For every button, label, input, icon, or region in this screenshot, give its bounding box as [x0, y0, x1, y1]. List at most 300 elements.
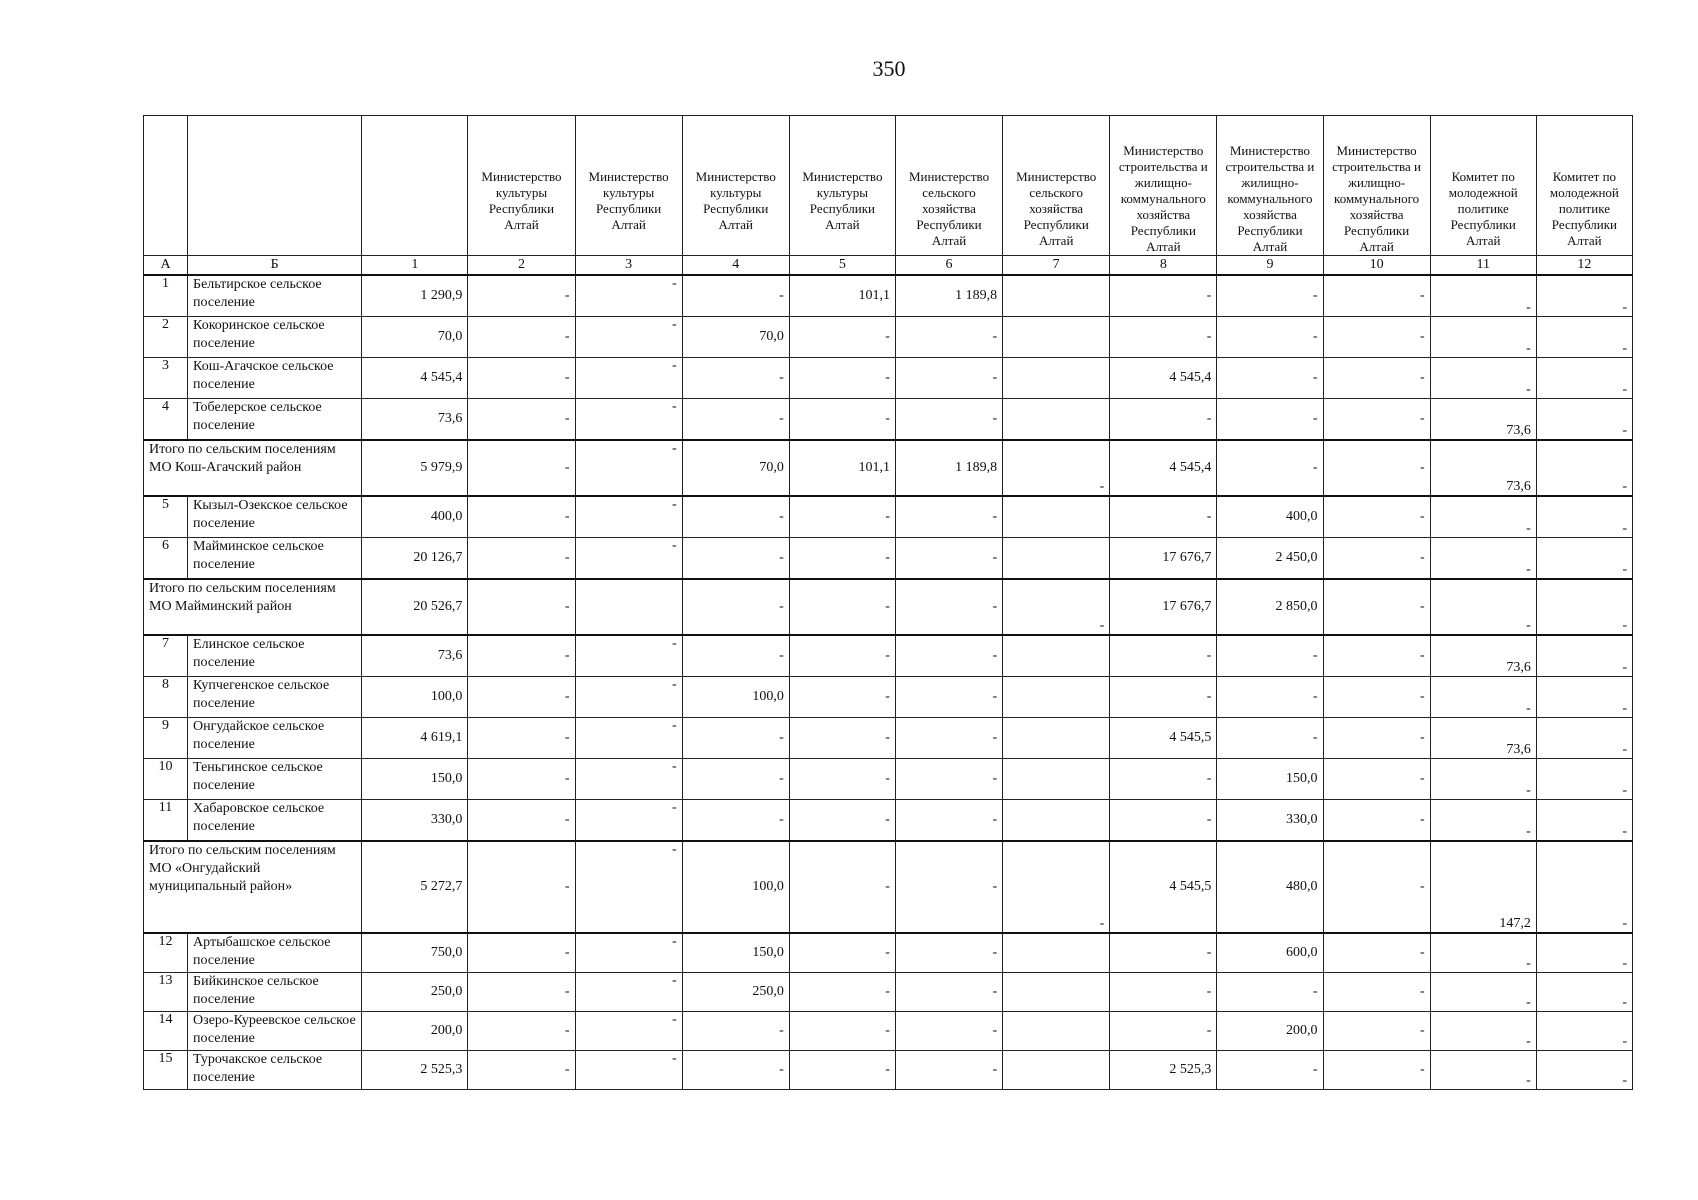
row-number: 1 — [144, 275, 188, 317]
row-number: 14 — [144, 1012, 188, 1051]
value-cell-col-8: - — [1110, 635, 1217, 677]
value-cell-col-10: - — [1323, 635, 1430, 677]
row-number: 3 — [144, 358, 188, 399]
column-number: 9 — [1217, 256, 1323, 276]
value-cell-col-4: - — [682, 538, 789, 580]
value-cell-col-7 — [1003, 973, 1110, 1012]
value-cell-col-3: - — [575, 841, 682, 933]
value-cell-col-11: - — [1430, 759, 1536, 800]
settlement-name: Хабаровское сельское поселение — [188, 800, 362, 842]
value-cell-col-12: - — [1536, 538, 1632, 580]
row-total: 330,0 — [362, 800, 468, 842]
value-cell-col-3: - — [575, 973, 682, 1012]
value-cell-col-12: - — [1536, 677, 1632, 718]
value-cell-col-4: - — [682, 579, 789, 635]
value-cell-col-3: - — [575, 1012, 682, 1051]
value-cell-col-3: - — [575, 317, 682, 358]
column-number: А — [144, 256, 188, 276]
value-cell-col-7 — [1003, 538, 1110, 580]
value-cell-col-6: - — [895, 973, 1002, 1012]
value-cell-col-10: - — [1323, 440, 1430, 496]
header-row — [144, 116, 1633, 256]
value-cell-col-10: - — [1323, 538, 1430, 580]
header-department-11: Комитет по молодежной политике Республики Алтай — [1430, 116, 1536, 256]
value-cell-col-6: - — [895, 1012, 1002, 1051]
value-cell-col-10: - — [1323, 800, 1430, 842]
value-cell-col-3: - — [575, 496, 682, 538]
value-cell-col-9: - — [1217, 358, 1323, 399]
value-cell-col-9: 400,0 — [1217, 496, 1323, 538]
value-cell-col-3: - — [575, 677, 682, 718]
value-cell-col-8: 4 545,4 — [1110, 440, 1217, 496]
value-cell-col-6: - — [895, 933, 1002, 973]
row-number: 9 — [144, 718, 188, 759]
value-cell-col-12: - — [1536, 1012, 1632, 1051]
value-cell-col-6: - — [895, 496, 1002, 538]
value-cell-col-2: - — [468, 1012, 575, 1051]
value-cell-col-11: - — [1430, 275, 1536, 317]
table-row — [144, 973, 1633, 1012]
value-cell-col-11: - — [1430, 677, 1536, 718]
value-cell-col-4: 70,0 — [682, 440, 789, 496]
row-number: 2 — [144, 317, 188, 358]
header-department-7: Министерство сельского хозяйства Республики Алтай — [1003, 116, 1110, 256]
value-cell-col-3: - — [575, 718, 682, 759]
value-cell-col-6: - — [895, 718, 1002, 759]
value-cell-col-9: 2 450,0 — [1217, 538, 1323, 580]
value-cell-col-6: - — [895, 841, 1002, 933]
value-cell-col-8: - — [1110, 399, 1217, 441]
value-cell-col-5: - — [789, 538, 895, 580]
value-cell-col-8: - — [1110, 800, 1217, 842]
value-cell-col-3: - — [575, 275, 682, 317]
value-cell-col-5: - — [789, 759, 895, 800]
value-cell-col-7 — [1003, 800, 1110, 842]
column-number: 6 — [895, 256, 1002, 276]
value-cell-col-6: - — [895, 1051, 1002, 1090]
header-department-2: Министерство культуры Республики Алтай — [468, 116, 575, 256]
row-number: 12 — [144, 933, 188, 973]
page-number: 350 — [872, 56, 906, 81]
column-number: 12 — [1536, 256, 1632, 276]
value-cell-col-7: - — [1003, 440, 1110, 496]
row-number: 7 — [144, 635, 188, 677]
value-cell-col-10: - — [1323, 358, 1430, 399]
value-cell-col-12: - — [1536, 440, 1632, 496]
value-cell-col-4: - — [682, 635, 789, 677]
header-cell-a — [144, 116, 188, 256]
row-total: 250,0 — [362, 973, 468, 1012]
value-cell-col-2: - — [468, 635, 575, 677]
table-row — [144, 718, 1633, 759]
value-cell-col-2: - — [468, 800, 575, 842]
value-cell-col-8: - — [1110, 973, 1217, 1012]
value-cell-col-7 — [1003, 718, 1110, 759]
table-row — [144, 635, 1633, 677]
value-cell-col-2: - — [468, 496, 575, 538]
value-cell-col-10: - — [1323, 317, 1430, 358]
row-number: 5 — [144, 496, 188, 538]
column-number: 3 — [575, 256, 682, 276]
value-cell-col-11: - — [1430, 317, 1536, 358]
value-cell-col-9: - — [1217, 1051, 1323, 1090]
row-total: 73,6 — [362, 635, 468, 677]
column-number: 4 — [682, 256, 789, 276]
value-cell-col-7 — [1003, 759, 1110, 800]
value-cell-col-5: 101,1 — [789, 440, 895, 496]
summary-label: Итого по сельским поселениям МО «Онгудайский муниципальный район» — [144, 841, 362, 933]
value-cell-col-8: - — [1110, 1012, 1217, 1051]
value-cell-col-4: 150,0 — [682, 933, 789, 973]
header-department-12: Комитет по молодежной политике Республики Алтай — [1536, 116, 1632, 256]
value-cell-col-10: - — [1323, 496, 1430, 538]
value-cell-col-6: - — [895, 800, 1002, 842]
value-cell-col-9: - — [1217, 718, 1323, 759]
value-cell-col-11: - — [1430, 1051, 1536, 1090]
value-cell-col-12: - — [1536, 635, 1632, 677]
table-body — [144, 116, 1633, 1090]
value-cell-col-9: - — [1217, 399, 1323, 441]
summary-label: Итого по сельским поселениям МО Кош-Агачский район — [144, 440, 362, 496]
header-department-9: Министерство строительства и жилищно-коммунального хозяйства Республики Алтай — [1217, 116, 1323, 256]
summary-label: Итого по сельским поселениям МО Майминский район — [144, 579, 362, 635]
value-cell-col-10: - — [1323, 579, 1430, 635]
value-cell-col-6: - — [895, 358, 1002, 399]
value-cell-col-7 — [1003, 275, 1110, 317]
table-row — [144, 800, 1633, 842]
value-cell-col-11: - — [1430, 496, 1536, 538]
header-department-8: Министерство строительства и жилищно-коммунального хозяйства Республики Алтай — [1110, 116, 1217, 256]
value-cell-col-5: - — [789, 635, 895, 677]
value-cell-col-3: - — [575, 1051, 682, 1090]
value-cell-col-2: - — [468, 317, 575, 358]
settlement-name: Майминское сельское поселение — [188, 538, 362, 580]
value-cell-col-6: - — [895, 759, 1002, 800]
settlement-name: Купчегенское сельское поселение — [188, 677, 362, 718]
value-cell-col-2: - — [468, 933, 575, 973]
value-cell-col-11: - — [1430, 358, 1536, 399]
value-cell-col-2: - — [468, 538, 575, 580]
value-cell-col-9: 2 850,0 — [1217, 579, 1323, 635]
value-cell-col-4: - — [682, 399, 789, 441]
value-cell-col-6: 1 189,8 — [895, 275, 1002, 317]
value-cell-col-8: - — [1110, 677, 1217, 718]
value-cell-col-10: - — [1323, 677, 1430, 718]
value-cell-col-10: - — [1323, 275, 1430, 317]
value-cell-col-8: 2 525,3 — [1110, 1051, 1217, 1090]
table-row — [144, 275, 1633, 317]
value-cell-col-2: - — [468, 358, 575, 399]
settlement-name: Онгудайское сельское поселение — [188, 718, 362, 759]
header-department-6: Министерство сельского хозяйства Республики Алтай — [895, 116, 1002, 256]
value-cell-col-9: - — [1217, 677, 1323, 718]
value-cell-col-6: - — [895, 677, 1002, 718]
row-total: 5 272,7 — [362, 841, 468, 933]
table-row — [144, 538, 1633, 580]
value-cell-col-7 — [1003, 1012, 1110, 1051]
value-cell-col-4: 100,0 — [682, 677, 789, 718]
value-cell-col-5: - — [789, 1051, 895, 1090]
value-cell-col-12: - — [1536, 841, 1632, 933]
value-cell-col-9: - — [1217, 275, 1323, 317]
value-cell-col-11: 73,6 — [1430, 635, 1536, 677]
settlement-name: Озеро-Куреевское сельское поселение — [188, 1012, 362, 1051]
value-cell-col-8: - — [1110, 933, 1217, 973]
header-department-3: Министерство культуры Республики Алтай — [575, 116, 682, 256]
settlement-name: Кызыл-Озекское сельское поселение — [188, 496, 362, 538]
value-cell-col-10: - — [1323, 1051, 1430, 1090]
value-cell-col-2: - — [468, 440, 575, 496]
value-cell-col-9: 600,0 — [1217, 933, 1323, 973]
row-total: 2 525,3 — [362, 1051, 468, 1090]
value-cell-col-7: - — [1003, 579, 1110, 635]
column-number-row — [144, 256, 1633, 276]
value-cell-col-7 — [1003, 399, 1110, 441]
row-number: 4 — [144, 399, 188, 441]
value-cell-col-12: - — [1536, 496, 1632, 538]
summary-row — [144, 440, 1633, 496]
value-cell-col-11: - — [1430, 538, 1536, 580]
row-total: 400,0 — [362, 496, 468, 538]
value-cell-col-7 — [1003, 317, 1110, 358]
row-total: 1 290,9 — [362, 275, 468, 317]
settlement-name: Артыбашское сельское поселение — [188, 933, 362, 973]
summary-row — [144, 841, 1633, 933]
value-cell-col-12: - — [1536, 317, 1632, 358]
value-cell-col-2: - — [468, 1051, 575, 1090]
value-cell-col-5: - — [789, 1012, 895, 1051]
row-total: 750,0 — [362, 933, 468, 973]
value-cell-col-6: - — [895, 317, 1002, 358]
value-cell-col-8: - — [1110, 759, 1217, 800]
value-cell-col-2: - — [468, 973, 575, 1012]
value-cell-col-10: - — [1323, 933, 1430, 973]
value-cell-col-12: - — [1536, 973, 1632, 1012]
column-number: 8 — [1110, 256, 1217, 276]
value-cell-col-2: - — [468, 718, 575, 759]
value-cell-col-12: - — [1536, 800, 1632, 842]
column-number: 10 — [1323, 256, 1430, 276]
value-cell-col-6: - — [895, 635, 1002, 677]
value-cell-col-11: - — [1430, 933, 1536, 973]
budget-table — [143, 115, 1633, 1090]
header-department-10: Министерство строительства и жилищно-коммунального хозяйства Республики Алтай — [1323, 116, 1430, 256]
row-number: 6 — [144, 538, 188, 580]
value-cell-col-4: - — [682, 496, 789, 538]
value-cell-col-6: 1 189,8 — [895, 440, 1002, 496]
value-cell-col-3: - — [575, 440, 682, 496]
settlement-name: Кокоринское сельское поселение — [188, 317, 362, 358]
value-cell-col-12: - — [1536, 275, 1632, 317]
value-cell-col-7 — [1003, 1051, 1110, 1090]
value-cell-col-8: 4 545,4 — [1110, 358, 1217, 399]
column-number: Б — [188, 256, 362, 276]
value-cell-col-3: - — [575, 399, 682, 441]
value-cell-col-5: - — [789, 579, 895, 635]
value-cell-col-2: - — [468, 759, 575, 800]
value-cell-col-2: - — [468, 677, 575, 718]
value-cell-col-8: 4 545,5 — [1110, 718, 1217, 759]
value-cell-col-8: - — [1110, 275, 1217, 317]
row-total: 4 619,1 — [362, 718, 468, 759]
row-total: 150,0 — [362, 759, 468, 800]
value-cell-col-10: - — [1323, 1012, 1430, 1051]
row-total: 4 545,4 — [362, 358, 468, 399]
value-cell-col-2: - — [468, 275, 575, 317]
settlement-name: Елинское сельское поселение — [188, 635, 362, 677]
table-row — [144, 1051, 1633, 1090]
value-cell-col-12: - — [1536, 1051, 1632, 1090]
header-department-5: Министерство культуры Республики Алтай — [789, 116, 895, 256]
header-cell-1 — [362, 116, 468, 256]
settlement-name: Теньгинское сельское поселение — [188, 759, 362, 800]
value-cell-col-9: 200,0 — [1217, 1012, 1323, 1051]
row-total: 73,6 — [362, 399, 468, 441]
value-cell-col-8: 17 676,7 — [1110, 538, 1217, 580]
value-cell-col-11: - — [1430, 1012, 1536, 1051]
value-cell-col-12: - — [1536, 358, 1632, 399]
value-cell-col-4: 70,0 — [682, 317, 789, 358]
row-total: 70,0 — [362, 317, 468, 358]
table-row — [144, 496, 1633, 538]
row-number: 13 — [144, 973, 188, 1012]
value-cell-col-11: - — [1430, 800, 1536, 842]
value-cell-col-12: - — [1536, 399, 1632, 441]
table-row — [144, 677, 1633, 718]
value-cell-col-5: - — [789, 677, 895, 718]
settlement-name: Бийкинское сельское поселение — [188, 973, 362, 1012]
value-cell-col-6: - — [895, 538, 1002, 580]
row-number: 8 — [144, 677, 188, 718]
value-cell-col-10: - — [1323, 399, 1430, 441]
value-cell-col-2: - — [468, 399, 575, 441]
column-number: 7 — [1003, 256, 1110, 276]
value-cell-col-8: - — [1110, 496, 1217, 538]
row-number: 11 — [144, 800, 188, 842]
header-cell-b — [188, 116, 362, 256]
settlement-name: Кош-Агачское сельское поселение — [188, 358, 362, 399]
column-number: 1 — [362, 256, 468, 276]
value-cell-col-3: - — [575, 358, 682, 399]
value-cell-col-5: - — [789, 317, 895, 358]
value-cell-col-3: - — [575, 933, 682, 973]
column-number: 5 — [789, 256, 895, 276]
value-cell-col-5: - — [789, 718, 895, 759]
value-cell-col-5: - — [789, 496, 895, 538]
value-cell-col-3 — [575, 579, 682, 635]
value-cell-col-3: - — [575, 759, 682, 800]
row-number: 10 — [144, 759, 188, 800]
value-cell-col-10: - — [1323, 759, 1430, 800]
value-cell-col-8: 4 545,5 — [1110, 841, 1217, 933]
value-cell-col-11: 73,6 — [1430, 399, 1536, 441]
value-cell-col-2: - — [468, 841, 575, 933]
table-row — [144, 1012, 1633, 1051]
settlement-name: Бельтирское сельское поселение — [188, 275, 362, 317]
settlement-name: Турочакское сельское поселение — [188, 1051, 362, 1090]
value-cell-col-7 — [1003, 496, 1110, 538]
row-number: 15 — [144, 1051, 188, 1090]
value-cell-col-4: 100,0 — [682, 841, 789, 933]
value-cell-col-11: 73,6 — [1430, 718, 1536, 759]
row-total: 20 526,7 — [362, 579, 468, 635]
value-cell-col-11: 73,6 — [1430, 440, 1536, 496]
value-cell-col-8: - — [1110, 317, 1217, 358]
value-cell-col-4: - — [682, 1051, 789, 1090]
value-cell-col-4: - — [682, 275, 789, 317]
table-row — [144, 317, 1633, 358]
value-cell-col-3: - — [575, 800, 682, 842]
value-cell-col-4: - — [682, 1012, 789, 1051]
table-row — [144, 933, 1633, 973]
value-cell-col-12: - — [1536, 718, 1632, 759]
header-department-4: Министерство культуры Республики Алтай — [682, 116, 789, 256]
value-cell-col-5: - — [789, 933, 895, 973]
value-cell-col-7 — [1003, 358, 1110, 399]
value-cell-col-5: - — [789, 399, 895, 441]
value-cell-col-9: - — [1217, 973, 1323, 1012]
row-total: 200,0 — [362, 1012, 468, 1051]
value-cell-col-12: - — [1536, 579, 1632, 635]
table-row — [144, 399, 1633, 441]
value-cell-col-6: - — [895, 579, 1002, 635]
value-cell-col-11: 147,2 — [1430, 841, 1536, 933]
value-cell-col-5: - — [789, 841, 895, 933]
value-cell-col-12: - — [1536, 759, 1632, 800]
value-cell-col-9: 330,0 — [1217, 800, 1323, 842]
row-total: 5 979,9 — [362, 440, 468, 496]
value-cell-col-12: - — [1536, 933, 1632, 973]
value-cell-col-9: - — [1217, 317, 1323, 358]
value-cell-col-10: - — [1323, 718, 1430, 759]
column-number: 11 — [1430, 256, 1536, 276]
value-cell-col-10: - — [1323, 973, 1430, 1012]
value-cell-col-5: - — [789, 358, 895, 399]
value-cell-col-9: 480,0 — [1217, 841, 1323, 933]
value-cell-col-7 — [1003, 635, 1110, 677]
value-cell-col-2: - — [468, 579, 575, 635]
value-cell-col-9: - — [1217, 635, 1323, 677]
value-cell-col-11: - — [1430, 973, 1536, 1012]
value-cell-col-4: - — [682, 358, 789, 399]
value-cell-col-9: - — [1217, 440, 1323, 496]
value-cell-col-4: - — [682, 759, 789, 800]
table-row — [144, 759, 1633, 800]
value-cell-col-5: - — [789, 800, 895, 842]
value-cell-col-4: 250,0 — [682, 973, 789, 1012]
value-cell-col-5: 101,1 — [789, 275, 895, 317]
value-cell-col-6: - — [895, 399, 1002, 441]
value-cell-col-7 — [1003, 677, 1110, 718]
table-row — [144, 358, 1633, 399]
value-cell-col-11: - — [1430, 579, 1536, 635]
value-cell-col-7 — [1003, 933, 1110, 973]
row-total: 20 126,7 — [362, 538, 468, 580]
summary-row — [144, 579, 1633, 635]
value-cell-col-9: 150,0 — [1217, 759, 1323, 800]
value-cell-col-8: 17 676,7 — [1110, 579, 1217, 635]
value-cell-col-3: - — [575, 538, 682, 580]
column-number: 2 — [468, 256, 575, 276]
value-cell-col-3: - — [575, 635, 682, 677]
value-cell-col-4: - — [682, 718, 789, 759]
value-cell-col-5: - — [789, 973, 895, 1012]
value-cell-col-7: - — [1003, 841, 1110, 933]
value-cell-col-4: - — [682, 800, 789, 842]
row-total: 100,0 — [362, 677, 468, 718]
settlement-name: Тобелерское сельское поселение — [188, 399, 362, 441]
value-cell-col-10: - — [1323, 841, 1430, 933]
